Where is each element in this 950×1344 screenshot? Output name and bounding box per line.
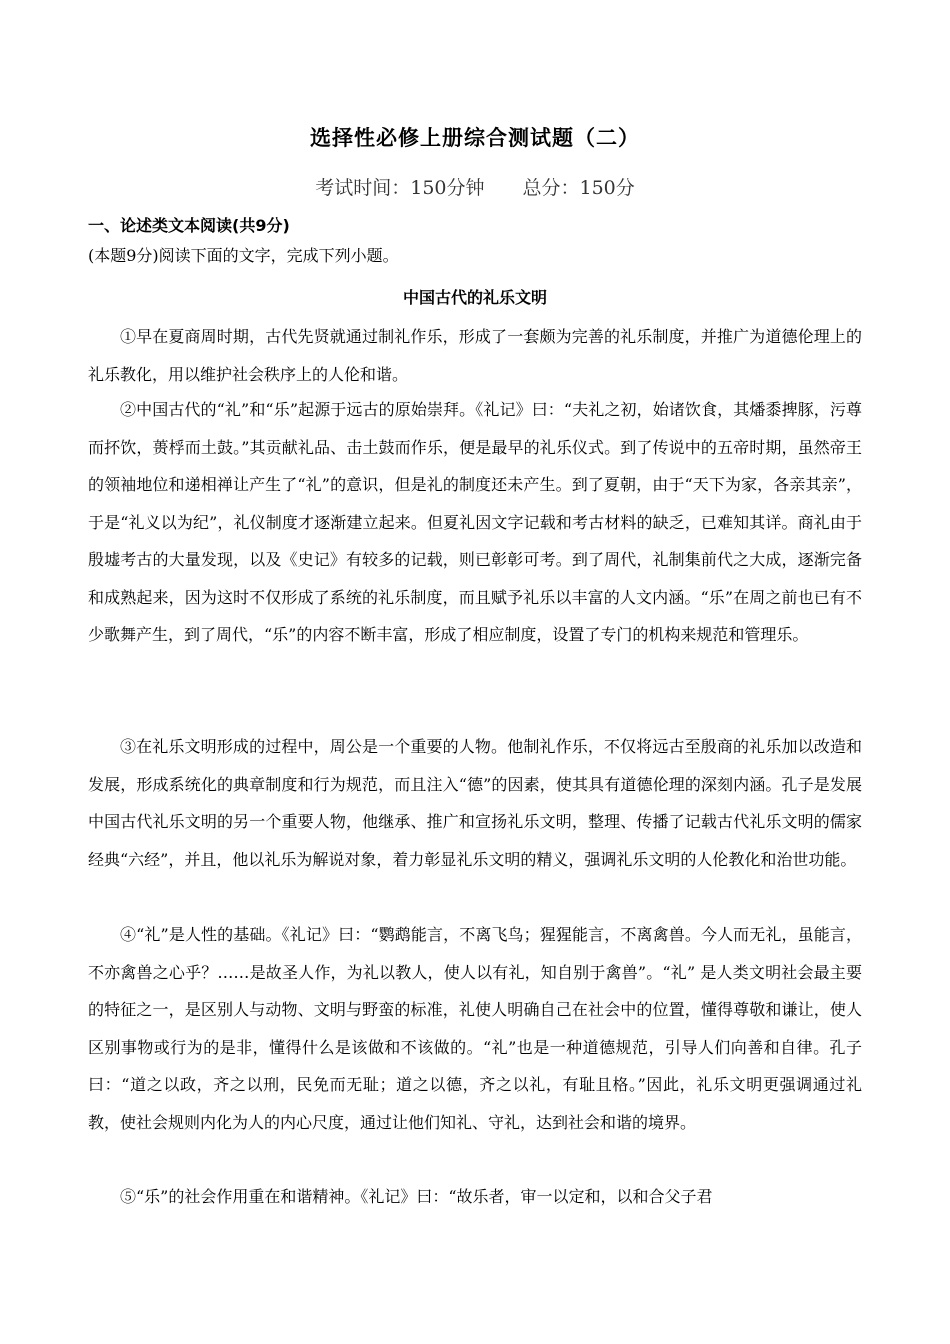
- paragraph-4: ④“礼”是人性的基础。《礼记》曰：“鹦鹉能言，不离飞鸟；猩猩能言，不离禽兽。今人而无礼，虽能言，不亦禽兽之心乎？……是故圣人作，为礼以教人，使人以有礼，知自别于禽兽”。“礼” 是人类文明社会最主要的特征之一，是区别人与动物、文明与野蛮的标准，礼使人明确自己在社会中的位置，懂得尊敬和谦让，使人区别事物或行为的是非，懂得什么是该做和不该做的。“礼”也是一种道德规范，引导人们向善和自律。孔子曰：“道之以政，齐之以刑，民免而无耻；道之以德，齐之以礼，有耻且格。”因此，礼乐文明更强调通过礼教，使社会规则内化为人的内心尺度，通过让他们知礼、守礼，达到社会和谐的境界。: [88, 925, 862, 1132]
- section-instruction: (本题9分)阅读下面的文字，完成下列小题。: [88, 246, 399, 265]
- paragraph-2: ②中国古代的“礼”和“乐”起源于远古的原始崇拜。《礼记》曰：“夫礼之初，始诸饮食，其燔黍捭豚，污尊而抔饮，蒉桴而土鼓。”其贡献礼品、击土鼓而作乐，便是最早的礼乐仪式。到了传说中的五帝时期，虽然帝王的领袖地位和递相禅让产生了“礼”的意识，但是礼的制度还未产生。到了夏朝，由于“天下为家，各亲其亲”，于是“礼义以为纪”，礼仪制度才逐渐建立起来。但夏礼因文字记载和考古材料的缺乏，已难知其详。商礼由于殷墟考古的大量发现，以及《史记》有较多的记载，则已彰彰可考。到了周代，礼制集前代之大成，逐渐完备和成熟起来，因为这时不仅形成了系统的礼乐制度，而且赋予礼乐以丰富的人文内涵。“乐”在周之前也已有不少歌舞产生，到了周代，“乐”的内容不断丰富，形成了相应制度，设置了专门的机构来规范和管理乐。: [88, 400, 862, 644]
- paragraph-1: ①早在夏商周时期，古代先贤就通过制礼作乐，形成了一套颇为完善的礼乐制度，并推广为道德伦理上的礼乐教化，用以维护社会秩序上的人伦和谐。: [88, 327, 862, 384]
- section-heading: 一、论述类文本阅读(共9分): [88, 216, 290, 235]
- page-title: 选择性必修上册综合测试题（二）: [310, 126, 640, 150]
- paragraph-3: ③在礼乐文明形成的过程中，周公是一个重要的人物。他制礼作乐，不仅将远古至殷商的礼乐加以改造和发展，形成系统化的典章制度和行为规范，而且注入“德”的因素，使其具有道德伦理的深刻内涵。孔子是发展中国古代礼乐文明的另一个重要人物，他继承、推广和宣扬礼乐文明，整理、传播了记载古代礼乐文明的儒家经典“六经”，并且，他以礼乐为解说对象，着力彰显礼乐文明的精义，强调礼乐文明的人伦教化和治世功能。: [88, 737, 862, 869]
- exam-time: 考试时间：150分钟: [315, 177, 485, 199]
- paragraph-5: ⑤“乐”的社会作用重在和谐精神。《礼记》曰：“故乐者，审一以定和，以和合父子君: [120, 1187, 713, 1206]
- passage-title: 中国古代的礼乐文明: [402, 288, 547, 307]
- total-score: 总分：150分: [522, 177, 635, 199]
- exam-meta: [0, 173, 950, 200]
